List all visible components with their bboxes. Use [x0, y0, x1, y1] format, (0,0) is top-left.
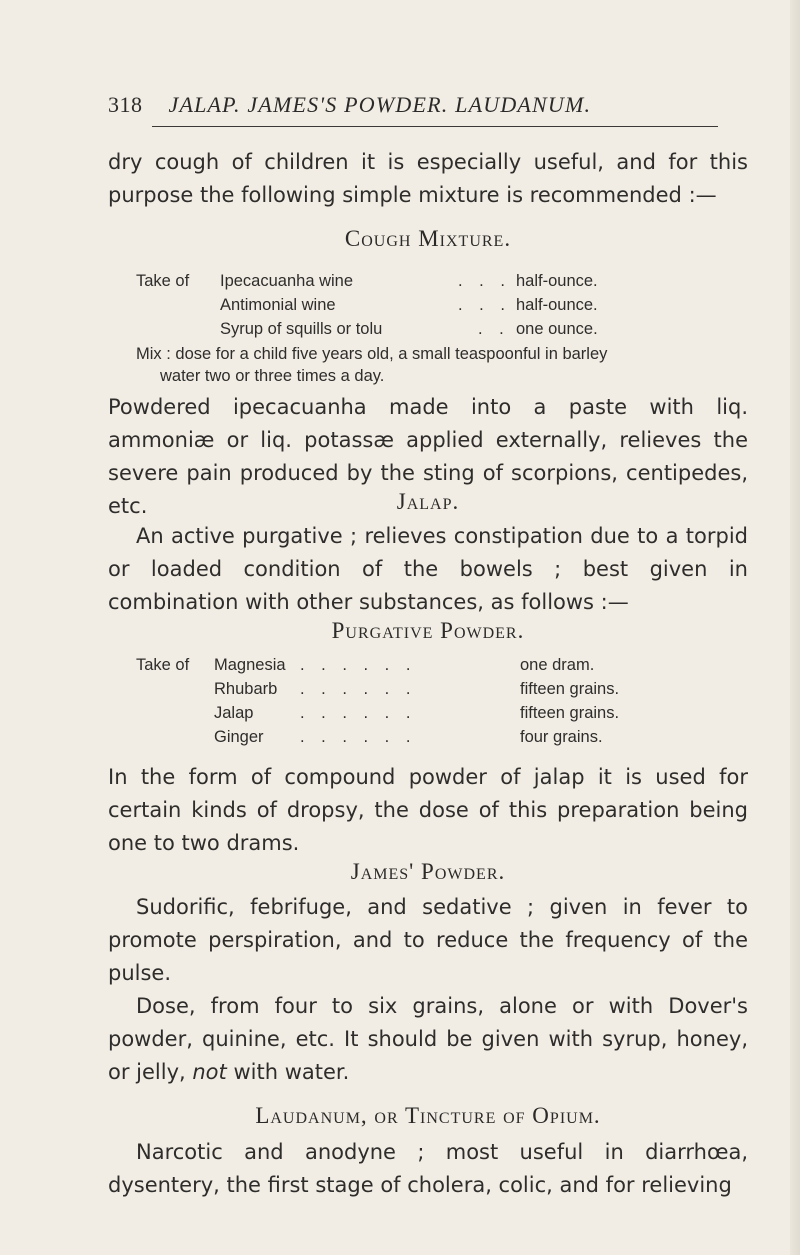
ingredient-name: Rhubarb [214, 680, 278, 698]
mix-instructions [136, 343, 754, 387]
ingredient-name: Ginger [214, 728, 264, 746]
ingredient-dose: one dram. [520, 656, 595, 674]
mix-line-2: water two or three times a day. [160, 367, 385, 385]
ingredient-dose: fifteen grains. [520, 704, 620, 722]
take-of-label: Take of [136, 272, 190, 290]
laudanum-heading: Laudanum, or Tincture of Opium. [255, 1103, 601, 1128]
ingredient-name: Jalap [214, 704, 254, 722]
leader-dots: . . [478, 320, 510, 338]
ipecac-paragraph: Powdered ipecacuanha made into a paste with liq. ammoniæ or liq. potassæ applied externally, relieves the severe pain produced by the sting of scorpions, centipedes, etc. [108, 395, 748, 518]
ingredient-dose: half-ounce. [516, 272, 598, 290]
dose-text-end: with water. [233, 1060, 350, 1084]
header-rule [152, 126, 718, 127]
james-powder-heading: James' Powder. [350, 859, 506, 884]
leader-dots: . . . . . . [300, 656, 417, 674]
take-of-label: Take of [136, 656, 190, 674]
leader-dots: . . . . . . [300, 728, 417, 746]
ingredient-name: Syrup of squills or tolu [220, 320, 383, 338]
cough-mixture-heading: Cough Mixture. [344, 226, 512, 251]
jalap-paragraph: An active purgative ; relieves constipation due to a torpid or loaded condition of the bowels ; best given in combination with other substances, as follows :— [108, 524, 748, 614]
leader-dots: . . . [458, 296, 511, 314]
dose-text: Dose, from four to six grains, alone or with Dover's powder, quinine, etc. It should be given with syrup, honey, or jelly, [108, 994, 748, 1084]
james-powder-paragraph-1: Sudorific, febrifuge, and sedative ; given in fever to promote perspiration, and to reduce the frequency of the pulse. [108, 895, 748, 985]
james-powder-paragraph-2 [108, 990, 748, 1089]
ingredient-dose: one ounce. [516, 320, 598, 338]
running-head [108, 92, 748, 118]
leader-dots: . . . [458, 272, 511, 290]
ingredient-dose: half-ounce. [516, 296, 598, 314]
ingredient-name: Ipecacuanha wine [220, 272, 354, 290]
compound-powder-paragraph: In the form of compound powder of jalap it is used for certain kinds of dropsy, the dose of this preparation being one to two drams. [108, 765, 748, 855]
ingredient-name: Antimonial wine [220, 296, 336, 314]
page-number: 318 [108, 92, 143, 117]
ingredient-dose: four grains. [520, 728, 603, 746]
leader-dots: . . . . . . [300, 704, 417, 722]
intro-paragraph: dry cough of children it is especially useful, and for this purpose the following simple mixture is recommended :— [108, 150, 748, 207]
mix-line-1: Mix : dose for a child five years old, a small teaspoonful in barley [136, 345, 608, 363]
ingredient-dose: fifteen grains. [520, 680, 620, 698]
jalap-heading: Jalap. [396, 489, 460, 514]
leader-dots: . . . . . . [300, 680, 417, 698]
laudanum-paragraph: Narcotic and anodyne ; most useful in diarrhœa, dysentery, the first stage of cholera, colic, and for relieving [108, 1140, 748, 1197]
purgative-powder-heading: Purgative Powder. [331, 618, 525, 643]
emphasis-not: not [192, 1060, 227, 1084]
running-title: JALAP. JAMES'S POWDER. LAUDANUM. [168, 92, 592, 117]
page-edge [790, 0, 800, 1255]
ingredient-name: Magnesia [214, 656, 286, 674]
